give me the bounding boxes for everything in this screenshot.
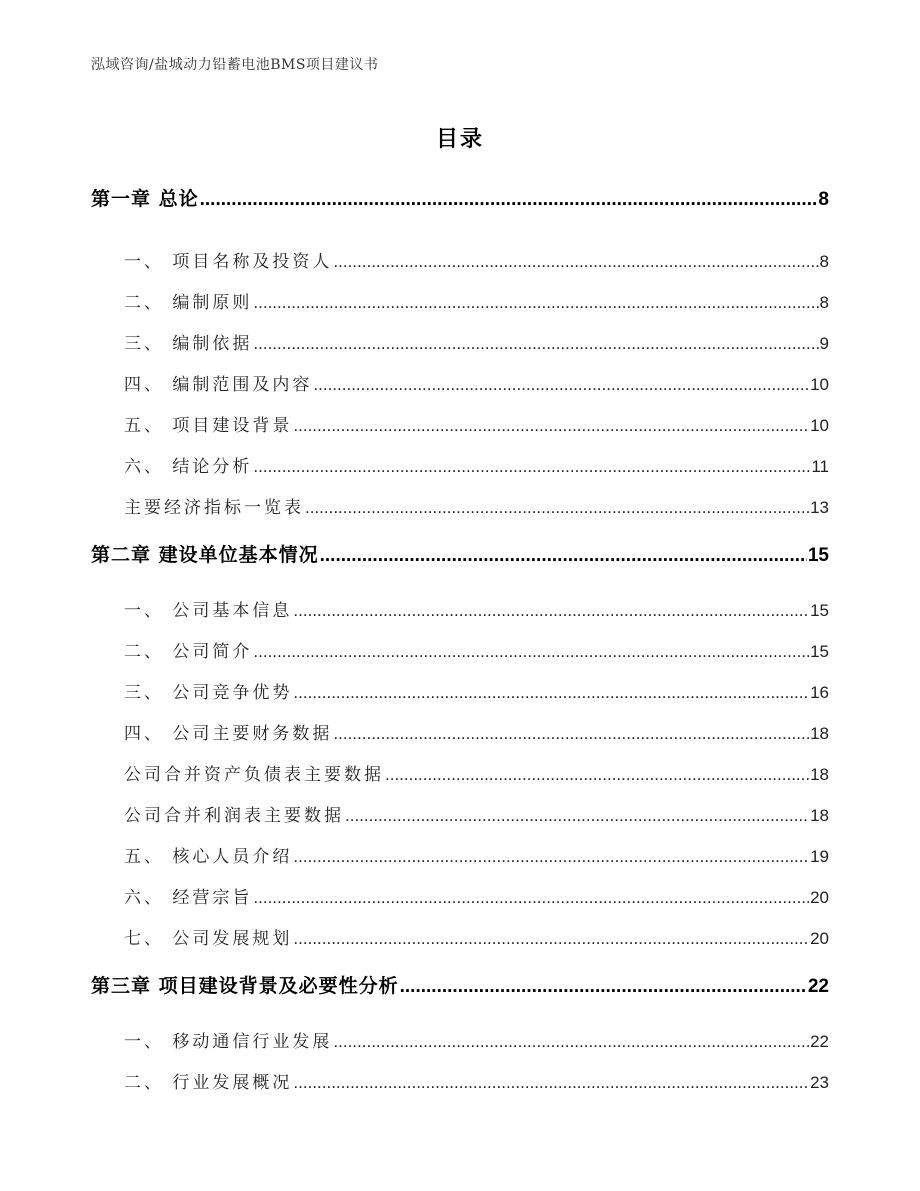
toc-page-number: 16 [810,683,829,702]
toc-leader-dots [333,1032,809,1052]
toc-entry[interactable] [124,883,829,909]
toc-page-number: 18 [810,806,829,825]
toc-entry-label: 三、 公司竞争优势 [124,683,293,703]
toc-leader-dots [293,929,809,949]
toc-entry-label: 二、 行业发展概况 [124,1073,293,1093]
toc-entry-label: 一、 公司基本信息 [124,601,293,621]
toc-leader-dots [345,806,809,826]
toc-entry[interactable] [124,329,829,355]
toc-entry-label: 第二章 建设单位基本情况 [91,544,319,566]
toc-entry-label: 二、 编制原则 [124,293,253,313]
toc-entry[interactable] [124,719,829,745]
toc-chapter-3[interactable] [91,971,829,1001]
toc-entry-label: 主要经济指标一览表 [124,498,304,518]
toc-leader-dots [253,334,818,354]
toc-entry[interactable] [124,288,829,314]
toc-page-number: 8 [818,189,829,210]
toc-leader-dots [200,189,818,211]
toc-entry[interactable] [124,678,829,704]
toc-leader-dots [293,601,809,621]
page-header: 泓域咨询/盐城动力铅蓄电池BMS项目建议书 [91,57,379,73]
toc-page-number: 13 [810,498,829,517]
toc-page-number: 11 [811,457,829,476]
toc-leader-dots [253,642,809,662]
toc-page-number: 8 [819,252,829,271]
toc-entry-label: 第一章 总论 [91,188,199,210]
toc-title: 目录 [435,127,484,152]
toc-entry-label: 五、 核心人员介绍 [124,847,293,867]
toc-page-number: 20 [810,888,829,907]
toc-page-number: 10 [810,375,829,394]
toc-entry[interactable] [124,842,829,868]
toc-entry-label: 公司合并资产负债表主要数据 [124,765,384,785]
toc-page-number: 19 [810,847,829,866]
toc-leader-dots [293,416,809,436]
toc-page-number: 15 [810,642,829,661]
toc-entry[interactable] [124,760,829,786]
toc-entry-label: 四、 公司主要财务数据 [124,724,333,744]
toc-entry-label: 三、 编制依据 [124,334,253,354]
toc-entry[interactable] [124,1068,829,1094]
toc-page-number: 15 [810,601,829,620]
toc-page-number: 22 [810,1032,829,1051]
toc-entry-label: 六、 结论分析 [124,457,253,477]
toc-leader-dots [313,375,809,395]
toc-leader-dots [253,888,809,908]
toc-page-number: 18 [810,765,829,784]
toc-entry-label: 六、 经营宗旨 [124,888,253,908]
toc-leader-dots [293,1073,809,1093]
toc-page-number: 15 [807,545,829,566]
toc-leader-dots [293,683,809,703]
toc-entry-label: 一、 项目名称及投资人 [124,252,333,272]
toc-leader-dots [385,765,809,785]
toc-page-number: 23 [810,1073,829,1092]
toc-chapter-1[interactable] [91,184,829,214]
toc-page-number: 8 [819,293,829,312]
toc-entry-label: 第三章 项目建设背景及必要性分析 [91,975,399,997]
toc-entry[interactable] [124,493,829,519]
toc-entry[interactable] [124,801,829,827]
toc-leader-dots [400,976,807,998]
toc-page-number: 20 [810,929,829,948]
toc-chapter-2[interactable] [91,540,829,570]
toc-leader-dots [253,293,818,313]
toc-page-number: 9 [819,334,829,353]
toc-entry[interactable] [124,637,829,663]
toc-entry-label: 公司合并利润表主要数据 [124,806,344,826]
toc-leader-dots [320,545,807,567]
toc-leader-dots [253,457,810,477]
toc-entry[interactable] [124,596,829,622]
toc-entry[interactable] [124,924,829,950]
toc-entry[interactable] [124,452,829,478]
toc-page-number: 10 [810,416,829,435]
toc-entry[interactable] [124,411,829,437]
toc-entry-label: 四、 编制范围及内容 [124,375,313,395]
toc-entry[interactable] [124,247,829,273]
toc-entry-label: 五、 项目建设背景 [124,416,293,436]
toc-entry-label: 一、 移动通信行业发展 [124,1032,333,1052]
toc-entry[interactable] [124,370,829,396]
toc-leader-dots [333,724,809,744]
toc-page-number: 22 [807,976,829,997]
toc-leader-dots [333,252,818,272]
toc-entry[interactable] [124,1027,829,1053]
toc-leader-dots [293,847,809,867]
toc-entry-label: 七、 公司发展规划 [124,929,293,949]
toc-leader-dots [305,498,809,518]
toc-entry-label: 二、 公司简介 [124,642,253,662]
toc-page-number: 18 [810,724,829,743]
